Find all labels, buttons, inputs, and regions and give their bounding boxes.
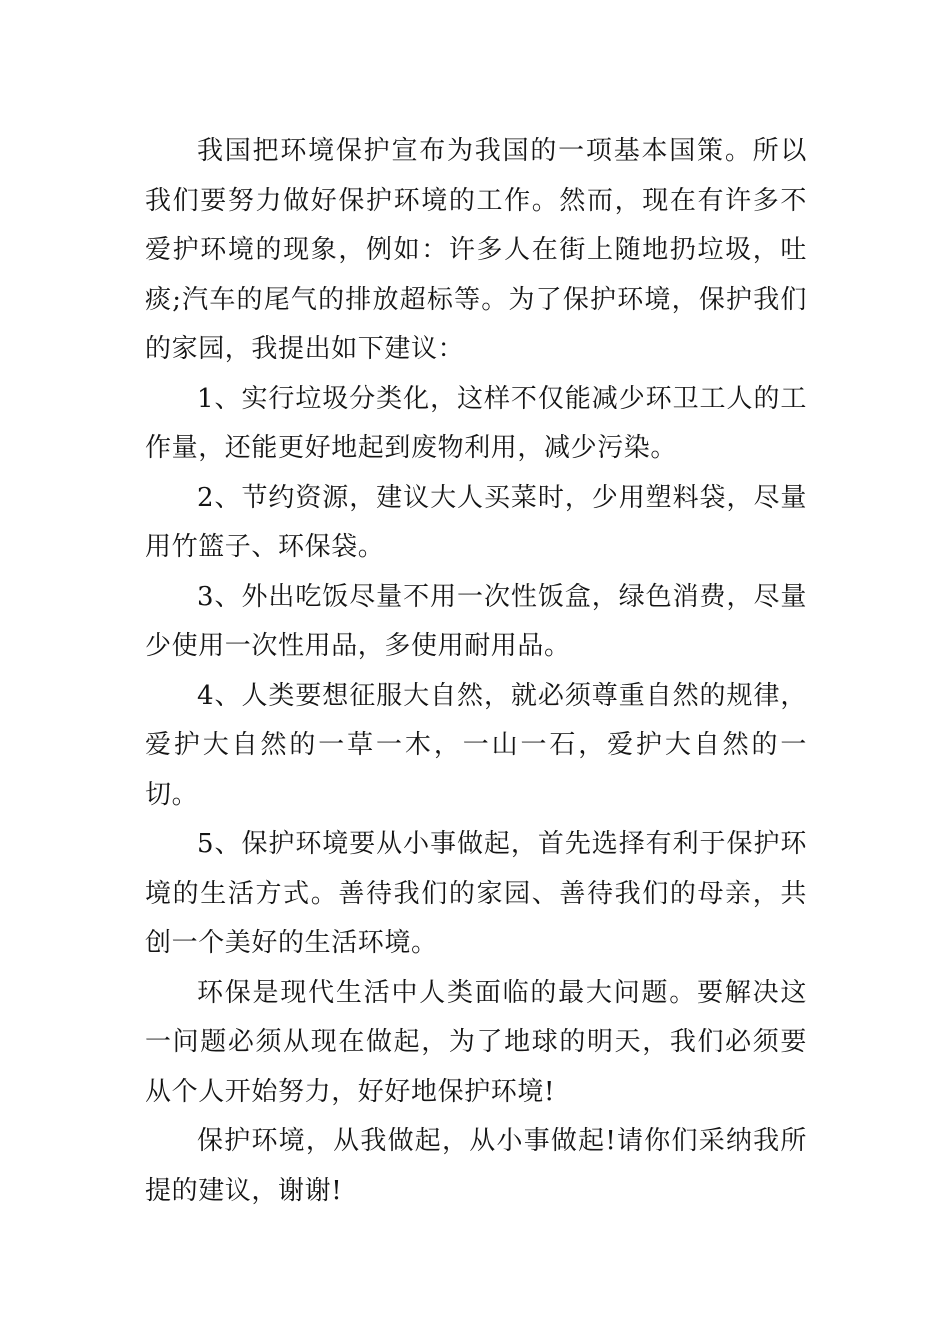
suggestion-3-paragraph: 3、外出吃饭尽量不用一次性饭盒，绿色消费，尽量少使用一次性用品，多使用耐用品。 xyxy=(145,581,807,661)
conclusion-paragraph: 环保是现代生活中人类面临的最大问题。要解决这一问题必须从现在做起，为了地球的明天，我们必须要从个人开始努力，好好地保护环境! xyxy=(145,977,807,1107)
document-body xyxy=(145,127,807,1216)
closing-paragraph: 保护环境，从我做起，从小事做起!请你们采纳我所提的建议，谢谢! xyxy=(145,1126,807,1206)
intro-paragraph: 我国把环境保护宣布为我国的一项基本国策。所以我们要努力做好保护环境的工作。然而，现在有许多不爱护环境的现象，例如：许多人在街上随地扔垃圾，吐痰;汽车的尾气的排放超标等。为了保护环境，保护我们的家园，我提出如下建议： xyxy=(145,136,807,364)
suggestion-1-paragraph: 1、实行垃圾分类化，这样不仅能减少环卫工人的工作量，还能更好地起到废物利用，减少污染。 xyxy=(145,383,807,463)
suggestion-5-paragraph: 5、保护环境要从小事做起，首先选择有利于保护环境的生活方式。善待我们的家园、善待我们的母亲，共创一个美好的生活环境。 xyxy=(145,829,807,958)
suggestion-4-paragraph: 4、人类要想征服大自然，就必须尊重自然的规律，爱护大自然的一草一木，一山一石，爱护大自然的一切。 xyxy=(145,680,807,810)
suggestion-2-paragraph: 2、节约资源，建议大人买菜时，少用塑料袋，尽量用竹篮子、环保袋。 xyxy=(145,482,807,562)
